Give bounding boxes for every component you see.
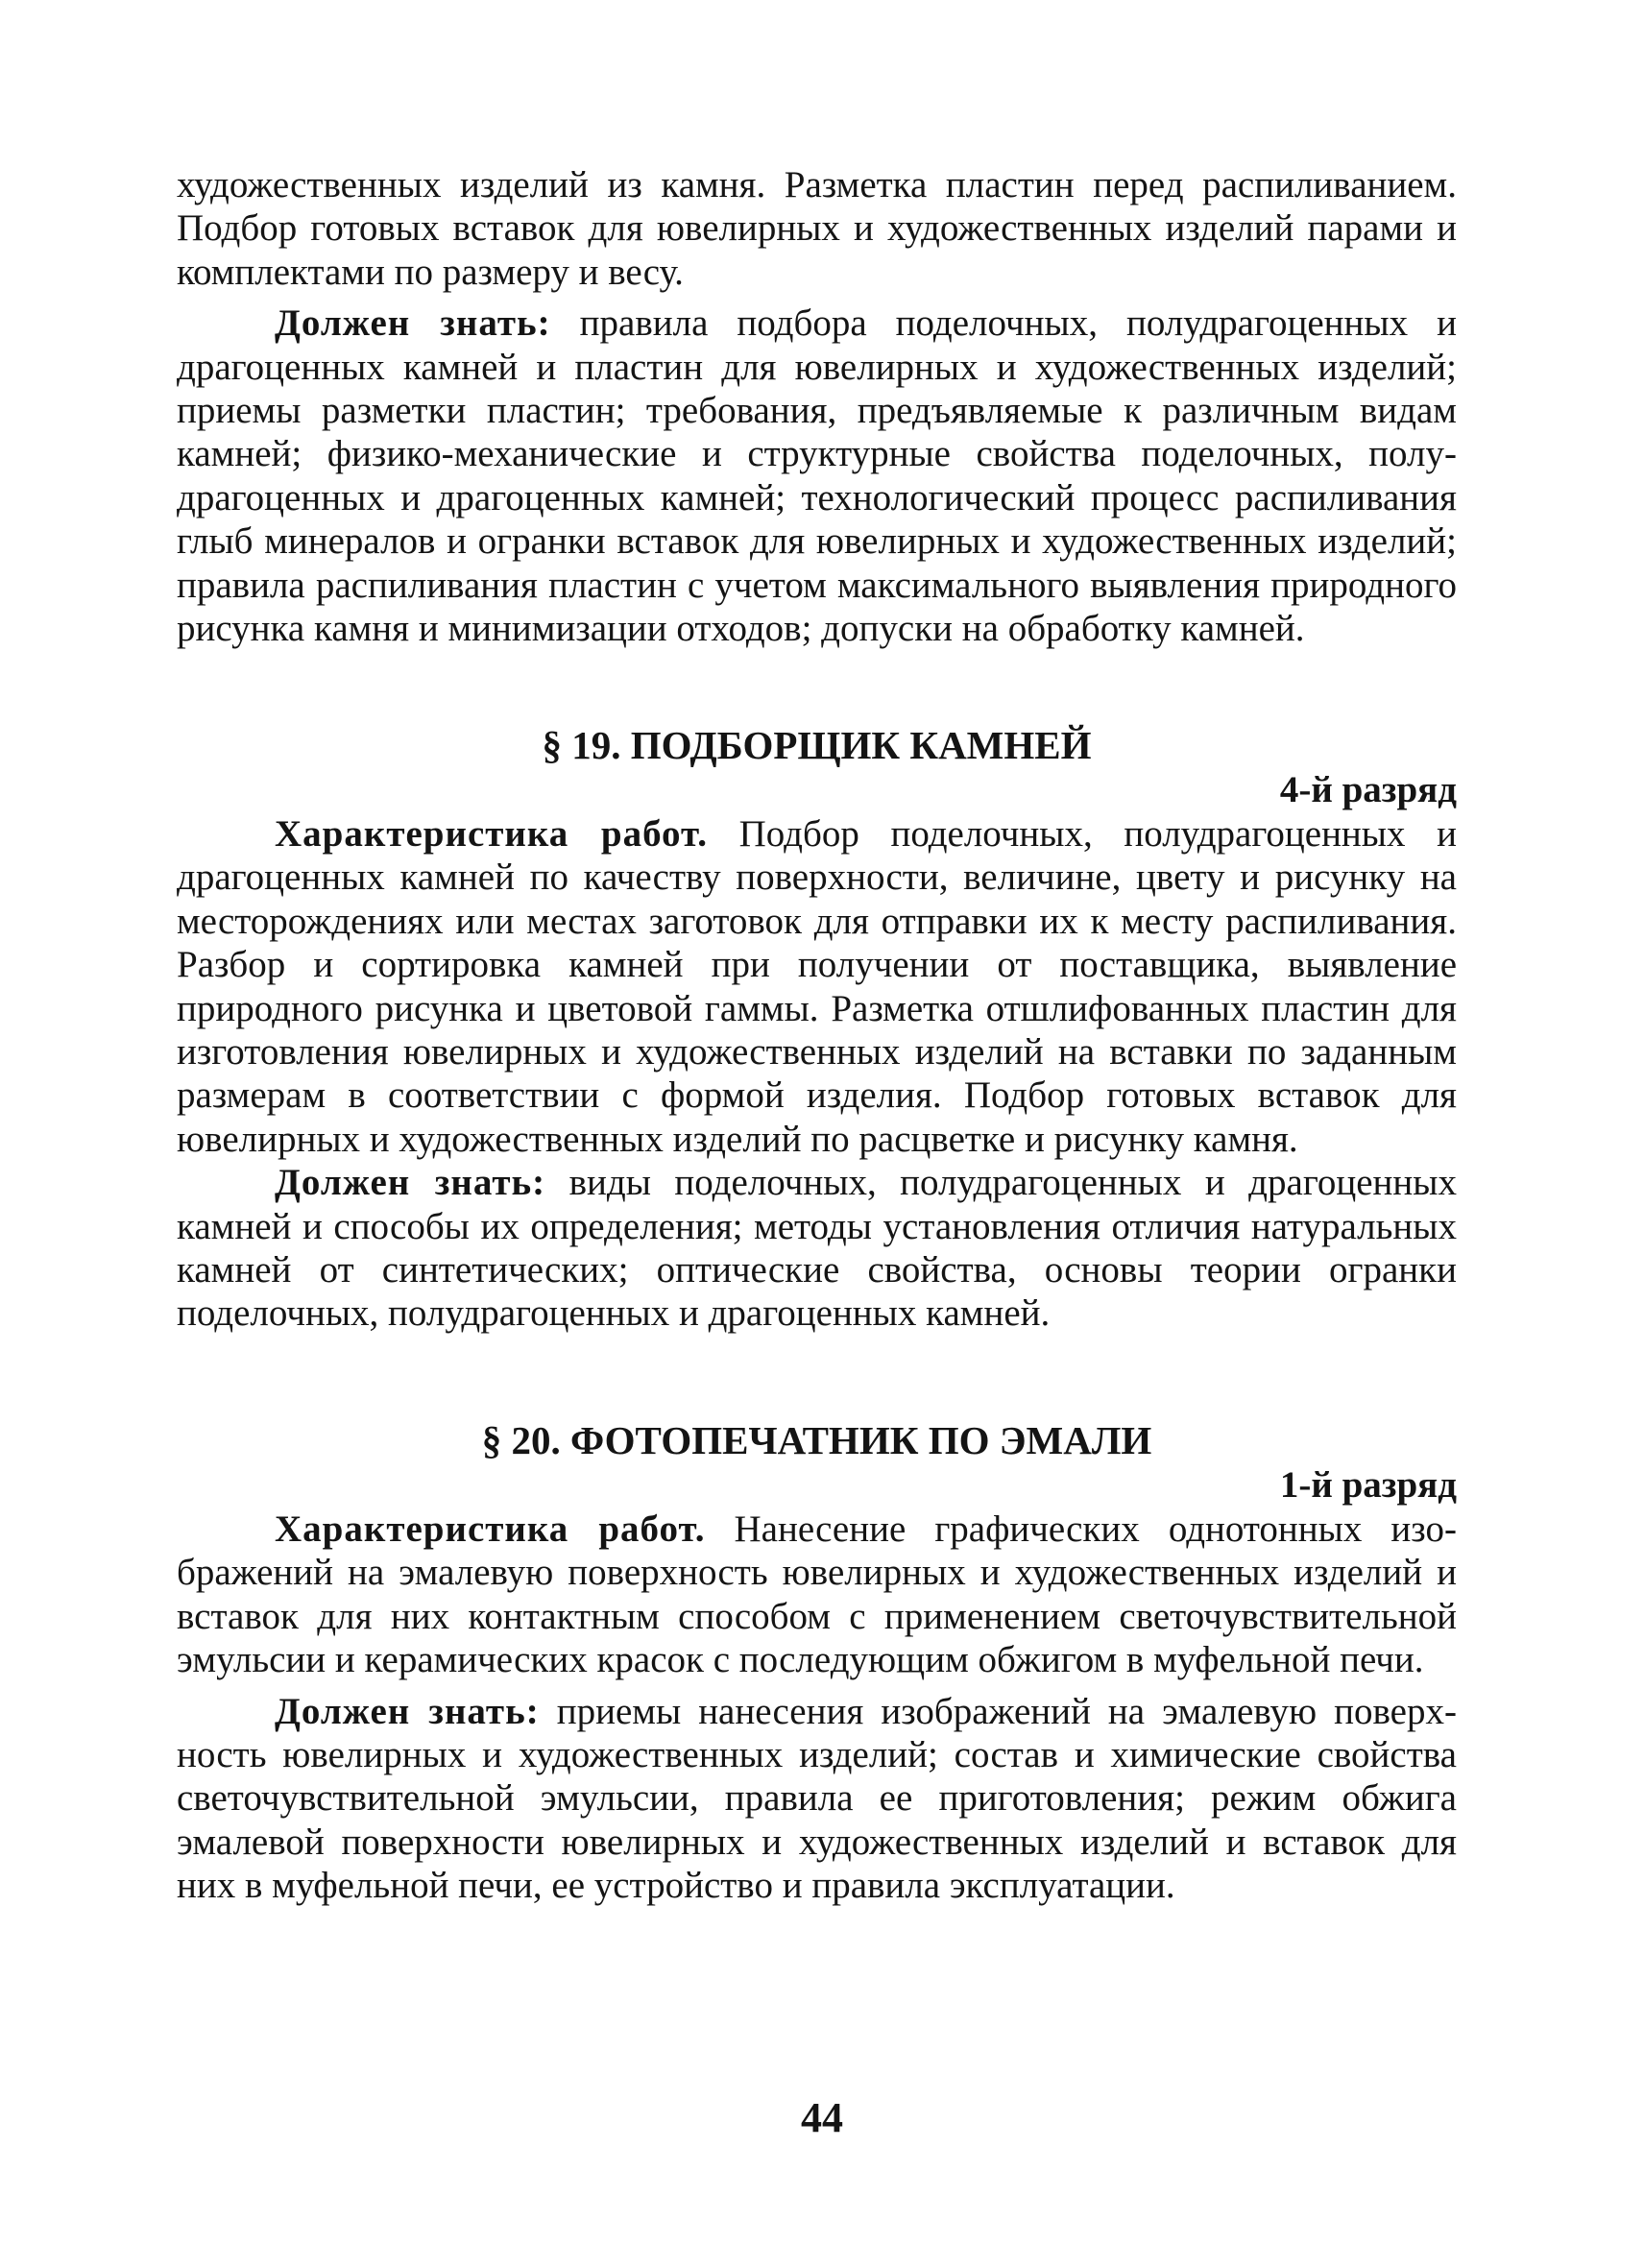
intro-continuation-paragraph: художественных изделий из камня. Разметка пластин перед распиливанием. Подбор готовых вставок для ювелирных и художественных изделий парами и комплектами по размеру и весу.	[177, 164, 1457, 293]
section-20-work-paragraph	[177, 1508, 1457, 1682]
section-20-body	[177, 1508, 1457, 1908]
must-know-label: Должен знать:	[275, 1690, 540, 1732]
must-know-text: виды поделочных, полудрагоценных и драгоценных камней и способы их определения; методы установления отличия натуральных камней от синтетических; оптические свойства, основы теории огранки поделочных, полудрагоценных и драгоценных камней.	[177, 1162, 1457, 1335]
intro-must-know-paragraph	[177, 302, 1457, 650]
work-characteristics-text: Подбор поделочных, полудрагоценных и драгоценных камней по качеству поверхности, величине, цвету и рисунку на месторождениях или местах заготовок для отправки их к месту распиливания. Разбор и сортировка камней при получении от поставщика, выявление природного рисунка и цветовой гаммы. Разметка отшлифованных пластин для изготовления ювелирных и художественных изделий на вставки по заданным размерам в соответствии с формой изделия. Подбор готовых вставок для ювелирных и художественных изделий по расцветке и рисунку камня.	[177, 813, 1457, 1160]
section-20-title: § 20. ФОТОПЕЧАТНИК ПО ЭМАЛИ	[481, 1418, 1152, 1462]
section-19-grade: 4-й разряд	[1279, 769, 1457, 810]
work-characteristics-label: Характеристика работ.	[275, 813, 709, 855]
must-know-label: Должен знать:	[275, 1162, 546, 1204]
work-characteristics-text: Нанесение графических однотонных изображений на эмалевую поверхность ювелирных и художественных изделий и вставок для них контактным способом с применением светочувствительной эмульсии и керамических красок с последующим обжигом в муфельной печи.	[177, 1508, 1457, 1681]
section-20-must-know-paragraph	[177, 1690, 1457, 1908]
section-19-title: § 19. ПОДБОРЩИК КАМНЕЙ	[542, 723, 1092, 767]
section-19-work-paragraph	[177, 812, 1457, 1161]
intro-block	[177, 163, 1457, 650]
work-characteristics-label: Характеристика работ.	[275, 1508, 706, 1550]
page-number: 44	[801, 2094, 843, 2141]
section-19-must-know-paragraph	[177, 1161, 1457, 1336]
section-20-grade: 1-й разряд	[1279, 1464, 1457, 1506]
must-know-label: Должен знать:	[275, 302, 551, 345]
must-know-text: приемы нанесения изображений на эмалевую поверхность ювелирных и художественных изделий; состав и химические свойства светочувствительной эмульсии, правила ее приготовления; режим обжига эмалевой поверхности ювелирных и художественных изделий и вставок для них в муфельной печи, ее устройство и правила эксплуатации.	[177, 1690, 1457, 1907]
must-know-text: правила подбора поделочных, полудрагоценных и драгоценных камней и пластин для ювелирных и художественных изделий; приемы разметки пластин; требования, предъявляемые к различным видам камней; физико-механические и структурные свойства поделочных, полудрагоценных и драгоценных камней; технологический процесс распиливания глыб минералов и огранки вставок для ювелирных и художественных изделий; правила распиливания пластин с учетом максимального выявления природного рисунка камня и минимизации отходов; допуски на обработку камней.	[177, 302, 1457, 650]
section-19-body	[177, 812, 1457, 1336]
